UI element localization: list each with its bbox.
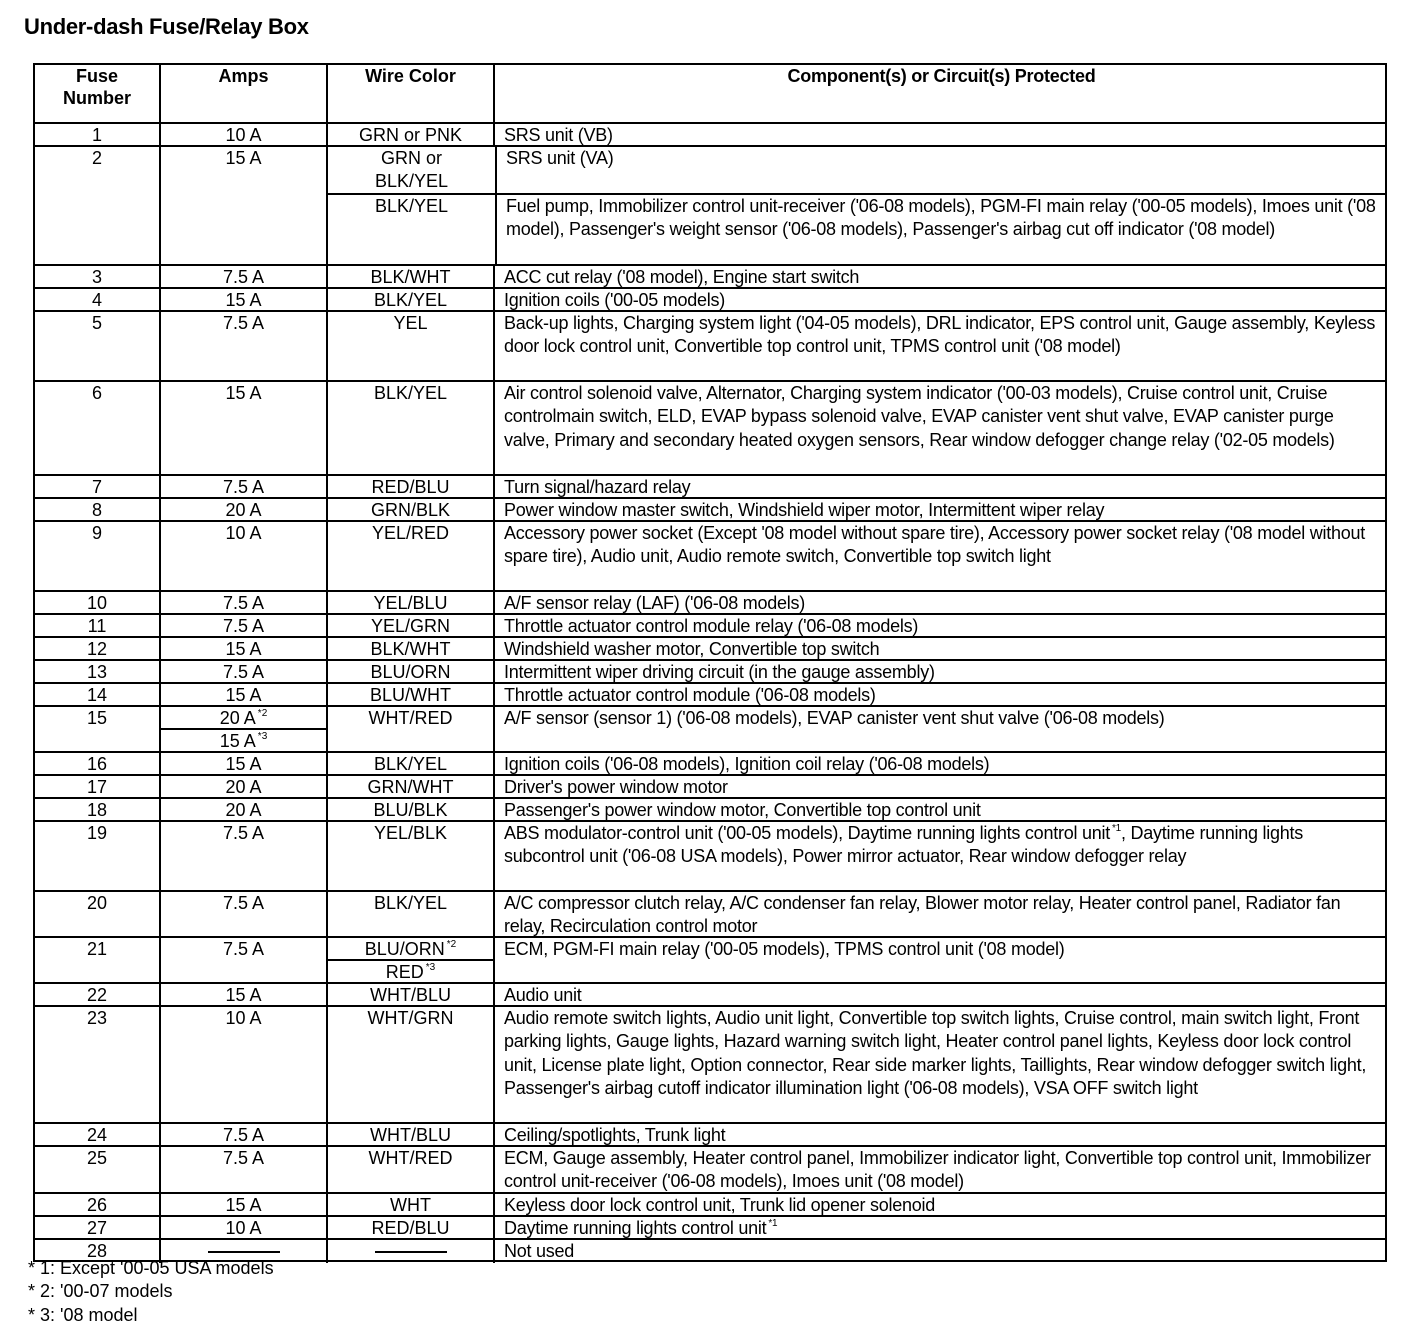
wire-color: YEL xyxy=(326,312,493,380)
wire-color: RED/BLU xyxy=(326,476,493,499)
table-row xyxy=(35,774,1385,797)
footnote: * 3: '08 model xyxy=(28,1304,138,1325)
fuse-number: 14 xyxy=(86,685,108,705)
fuse-number: 25 xyxy=(86,1148,108,1168)
components: Throttle actuator control module ('06-08 models) xyxy=(493,684,1385,707)
sub-row xyxy=(328,193,1385,264)
fuse-amps: 7.5 A xyxy=(159,312,326,380)
fuse-amps: 7.5 A xyxy=(159,892,326,939)
components: Turn signal/hazard relay xyxy=(493,476,1385,499)
wire-color: BLK/YEL xyxy=(326,753,493,776)
fuse-number: 11 xyxy=(87,616,107,636)
table-row xyxy=(35,287,1385,310)
wire-option xyxy=(328,938,493,959)
components: A/F sensor relay (LAF) ('06-08 models) xyxy=(493,592,1385,615)
table-row xyxy=(35,936,1385,982)
components: Intermittent wiper driving circuit (in the gauge assembly) xyxy=(493,661,1385,684)
components: SRS unit (VB) xyxy=(493,124,1385,147)
components: Not used xyxy=(493,1240,1385,1263)
table-row xyxy=(35,797,1385,820)
fuse-amps: 7.5 A xyxy=(159,661,326,684)
footnote-marker: *3 xyxy=(257,731,268,742)
wire-color: WHT/BLU xyxy=(326,1124,493,1147)
table-row xyxy=(35,1192,1385,1215)
wire-color: WHT/GRN xyxy=(326,1007,493,1122)
fuse-number: 26 xyxy=(86,1195,108,1215)
wire-value: BLU/ORN xyxy=(364,939,445,959)
table-row xyxy=(35,590,1385,613)
fuse-amps: 15 A xyxy=(159,684,326,707)
wire-color-unused xyxy=(326,1240,493,1263)
table-row xyxy=(35,310,1385,380)
components: A/C compressor clutch relay, A/C condenser fan relay, Blower motor relay, Heater control panel, Radiator fan relay, Recirculation control motor xyxy=(493,892,1385,939)
fuse-amps: 10 A xyxy=(159,522,326,590)
table-row xyxy=(35,497,1385,520)
fuse-amps: 7.5 A xyxy=(159,476,326,499)
wire-color: GRN or PNK xyxy=(326,124,493,147)
wire-color: BLU/BLK xyxy=(326,799,493,822)
components: Audio remote switch lights, Audio unit light, Convertible top switch lights, Cruise control, main switch light, Front parking lights, Gauge lights, Hazard warning switch light, Heater control panel lights, Keyless door lock control unit, License plate light, Option connector, Rear side marker lights, Taillights, Rear window defogger switch light, Passenger's airbag cutoff indicator illumination light ('06-08 models), VSA OFF switch light xyxy=(493,1007,1385,1122)
table-row xyxy=(35,982,1385,1005)
fuse-number: 9 xyxy=(91,523,102,543)
fuse-amps: 15 A xyxy=(159,638,326,661)
components: Back-up lights, Charging system light ('04-05 models), DRL indicator, EPS control unit, Gauge assembly, Keyless door lock control unit, Convertible top control unit, TPMS control unit ('08 model) xyxy=(493,312,1385,380)
fuse-number: 15 xyxy=(86,708,108,728)
wire-color: GRN/WHT xyxy=(326,776,493,799)
fuse-amps: 7.5 A xyxy=(159,615,326,638)
components xyxy=(493,822,1385,890)
wire-color: YEL/RED xyxy=(326,522,493,590)
table-row xyxy=(35,1215,1385,1238)
components: Air control solenoid valve, Alternator, Charging system indicator ('00-03 models), Cruise control unit, Cruise controlmain switch, ELD, EVAP bypass solenoid valve, EVAP canister vent shut valve, EVAP canister purge valve, Primary and secondary heated oxygen sensors, Rear window defogger change relay ('02-05 models) xyxy=(493,382,1385,474)
components: Windshield washer motor, Convertible top switch xyxy=(493,638,1385,661)
table-row xyxy=(35,380,1385,474)
wire-color: GRN or BLK/YEL xyxy=(374,148,449,192)
table-row xyxy=(35,636,1385,659)
wire-color: WHT/RED xyxy=(326,707,493,753)
table-row xyxy=(35,1145,1385,1192)
components: Keyless door lock control unit, Trunk lid opener solenoid xyxy=(493,1194,1385,1217)
wire-color: BLK/WHT xyxy=(326,266,493,289)
table-row xyxy=(35,659,1385,682)
fuse-number: 3 xyxy=(91,267,102,287)
table-row xyxy=(35,1122,1385,1145)
wire-color: BLU/ORN xyxy=(326,661,493,684)
footnote-marker: *2 xyxy=(446,939,457,950)
components: Throttle actuator control module relay ('06-08 models) xyxy=(493,615,1385,638)
fuse-number: 17 xyxy=(86,777,108,797)
wire-color: BLK/YEL xyxy=(326,892,493,939)
table-row xyxy=(35,820,1385,890)
components: Power window master switch, Windshield wiper motor, Intermittent wiper relay xyxy=(493,499,1385,522)
wire-color: YEL/BLU xyxy=(326,592,493,615)
fuse-amps: 20 A xyxy=(159,776,326,799)
table-row xyxy=(35,705,1385,751)
amps-option xyxy=(161,707,326,728)
wire-color: RED/BLU xyxy=(326,1217,493,1240)
fuse-number: 23 xyxy=(86,1008,108,1028)
fuse-number: 28 xyxy=(86,1241,108,1261)
wire-color-split xyxy=(326,938,493,984)
fuse-number: 1 xyxy=(91,125,102,145)
components-text: , Daytime running lights subcontrol unit ('06-08 USA models), Power mirror actuator, Rear window defogger relay xyxy=(504,823,1304,867)
header-components: Component(s) or Circuit(s) Protected xyxy=(493,65,1385,122)
fuse-amps: 7.5 A xyxy=(159,822,326,890)
wire-color: BLK/WHT xyxy=(326,638,493,661)
fuse-number: 21 xyxy=(86,939,108,959)
fuse-amps: 20 A xyxy=(159,799,326,822)
fuse-amps: 15 A xyxy=(159,289,326,312)
fuse-number: 22 xyxy=(86,985,108,1005)
header-amps: Amps xyxy=(159,65,326,122)
wire-color: WHT/RED xyxy=(326,1147,493,1194)
fuse-number: 16 xyxy=(86,754,108,774)
components: Ignition coils ('00-05 models) xyxy=(493,289,1385,312)
fuse-number: 5 xyxy=(91,313,102,333)
sub-row xyxy=(328,147,1385,193)
dash-line xyxy=(208,1251,280,1253)
fuse-amps: 15 A xyxy=(159,147,326,264)
dash-line xyxy=(375,1251,447,1253)
fuse-number: 4 xyxy=(91,290,102,310)
footnote-marker: *1 xyxy=(768,1218,778,1229)
amps-option xyxy=(161,728,326,753)
fuse-number: 24 xyxy=(86,1125,108,1145)
footnote-marker: *2 xyxy=(257,708,268,719)
amps-value: 20 A xyxy=(219,708,256,728)
fuse-number: 19 xyxy=(86,823,108,843)
fuse-number: 13 xyxy=(86,662,108,682)
fuse-number: 2 xyxy=(91,148,102,168)
table-row xyxy=(35,122,1385,145)
components: Ignition coils ('06-08 models), Ignition coil relay ('06-08 models) xyxy=(493,753,1385,776)
fuse-amps: 15 A xyxy=(159,382,326,474)
components: Accessory power socket (Except '08 model without spare tire), Accessory power socket relay ('08 model without spare tire), Audio unit, Audio remote switch, Convertible top switch light xyxy=(493,522,1385,590)
table-row xyxy=(35,145,1385,264)
wire-value: RED xyxy=(385,962,424,982)
page-title: Under-dash Fuse/Relay Box xyxy=(24,14,309,39)
table-row xyxy=(35,751,1385,774)
fuse-number: 7 xyxy=(91,477,102,497)
fuse-amps: 15 A xyxy=(159,984,326,1007)
components: Ceiling/spotlights, Trunk light xyxy=(493,1124,1385,1147)
footnote: * 1: Except '00-05 USA models xyxy=(28,1258,274,1278)
wire-color: BLK/YEL xyxy=(326,382,493,474)
footnote-marker: *3 xyxy=(425,962,436,973)
fuse-amps-split xyxy=(159,707,326,753)
wire-color: WHT/BLU xyxy=(326,984,493,1007)
wire-color: BLU/WHT xyxy=(326,684,493,707)
footnote-marker: *1 xyxy=(1111,823,1121,834)
table-header xyxy=(35,65,1385,122)
wire-color: WHT xyxy=(326,1194,493,1217)
amps-value: 15 A xyxy=(219,731,256,751)
components: ECM, PGM-FI main relay ('00-05 models), TPMS control unit ('08 model) xyxy=(493,938,1385,984)
fuse-amps: 7.5 A xyxy=(159,1124,326,1147)
components: SRS unit (VA) xyxy=(495,147,1385,194)
fuse-amps: 7.5 A xyxy=(159,592,326,615)
components xyxy=(493,1217,1385,1240)
fuse-number: 6 xyxy=(91,383,102,403)
footnote: * 2: '00-07 models xyxy=(28,1281,173,1302)
wire-color: YEL/GRN xyxy=(326,615,493,638)
components: Audio unit xyxy=(493,984,1385,1007)
fuse-amps: 10 A xyxy=(159,1217,326,1240)
components: Fuel pump, Immobilizer control unit-receiver ('06-08 models), PGM-FI main relay ('00-05 models), Imoes unit ('08 model), Passenger's weight sensor ('06-08 models), Passenger's airbag cut off indicator ('08 model) xyxy=(495,195,1385,264)
fuse-amps: 7.5 A xyxy=(159,266,326,289)
components: A/F sensor (sensor 1) ('06-08 models), EVAP canister vent shut valve ('06-08 models) xyxy=(493,707,1385,753)
wire-color: BLK/YEL xyxy=(326,289,493,312)
wire-option xyxy=(328,959,493,984)
fuse-table xyxy=(33,63,1387,1262)
components: ECM, Gauge assembly, Heater control panel, Immobilizer indicator light, Convertible top control unit, Immobilizer control unit-receiver ('06-08 models), Imoes unit ('08 model) xyxy=(493,1147,1385,1194)
fuse-amps: 10 A xyxy=(159,124,326,147)
fuse-amps: 7.5 A xyxy=(159,938,326,984)
fuse-amps: 7.5 A xyxy=(159,1147,326,1194)
fuse-number: 27 xyxy=(86,1218,108,1238)
components-text: Daytime running lights control unit xyxy=(504,1218,767,1238)
fuse-amps: 10 A xyxy=(159,1007,326,1122)
sub-rows xyxy=(326,147,1385,264)
fuse-number: 18 xyxy=(86,800,108,820)
table-row xyxy=(35,613,1385,636)
header-wire-color: Wire Color xyxy=(326,65,493,122)
components: ACC cut relay ('08 model), Engine start switch xyxy=(493,266,1385,289)
wire-color: GRN/BLK xyxy=(326,499,493,522)
table-row xyxy=(35,264,1385,287)
wire-color: YEL/BLK xyxy=(326,822,493,890)
components: Passenger's power window motor, Convertible top control unit xyxy=(493,799,1385,822)
table-row xyxy=(35,474,1385,497)
components: Driver's power window motor xyxy=(493,776,1385,799)
footnotes xyxy=(28,1257,274,1327)
table-row xyxy=(35,890,1385,936)
table-row xyxy=(35,1005,1385,1122)
fuse-number: 10 xyxy=(86,593,108,613)
fuse-amps: 15 A xyxy=(159,1194,326,1217)
header-fuse-number: Fuse Number xyxy=(62,66,131,108)
wire-color: BLK/YEL xyxy=(374,196,449,216)
table-row xyxy=(35,520,1385,590)
components-text: ABS modulator-control unit ('00-05 models), Daytime running lights control unit xyxy=(504,823,1110,843)
fuse-number: 12 xyxy=(86,639,108,659)
fuse-amps: 20 A xyxy=(159,499,326,522)
table-row xyxy=(35,682,1385,705)
fuse-amps: 15 A xyxy=(159,753,326,776)
fuse-number: 8 xyxy=(91,500,102,520)
fuse-number: 20 xyxy=(86,893,108,913)
